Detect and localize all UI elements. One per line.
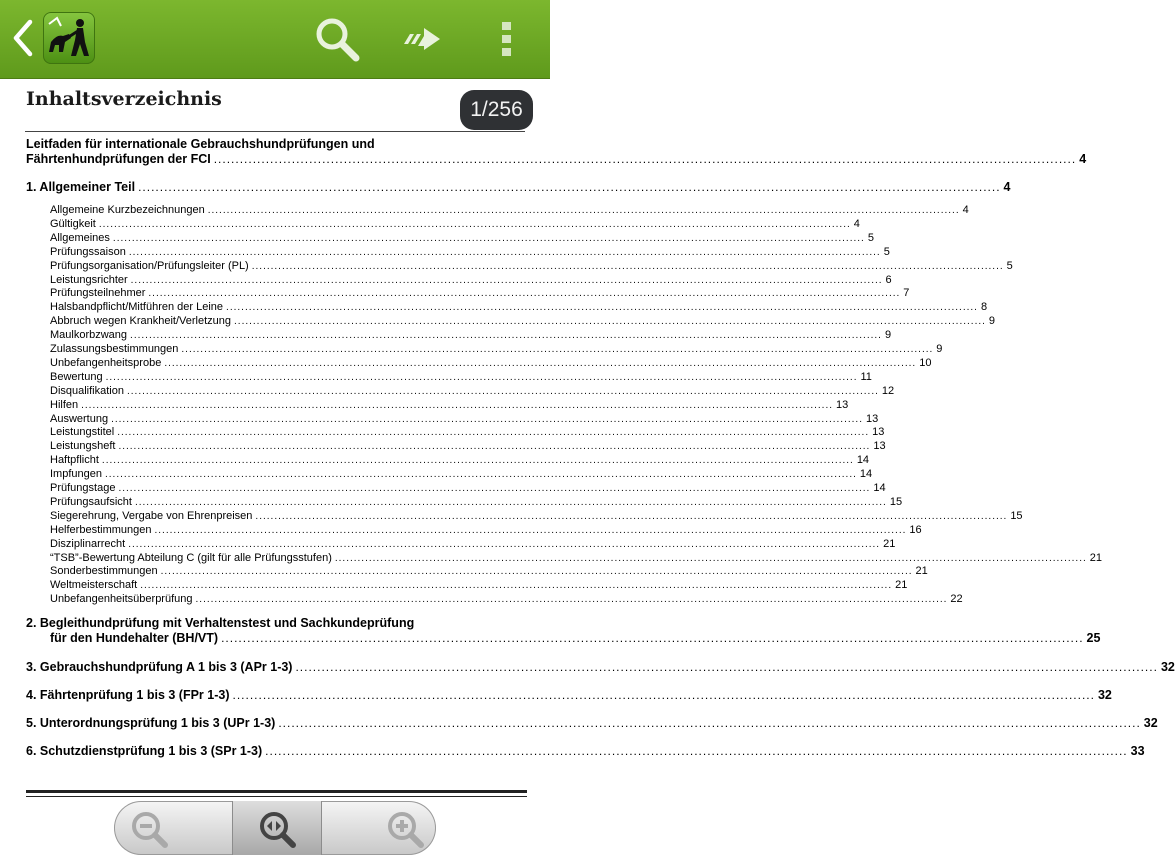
zoom-out-icon: [130, 810, 170, 850]
toc-subsection-label: Weltmeisterschaft: [50, 579, 138, 592]
toc-page-number: 5: [883, 245, 890, 258]
toc-subsection-label: Maulkorbzwang: [50, 329, 128, 342]
toc-dots: .......................................................................................................................................................................................................: [98, 218, 851, 230]
toc-subsection-label: Unbefangenheitsprobe: [50, 356, 162, 369]
toc-dots: .......................................................................................................................................................................................................: [117, 427, 870, 439]
toc-page-number: 4: [1079, 152, 1087, 166]
toc-subsection-label: Prüfungsaufsicht: [50, 495, 132, 508]
toc-dots: .......................................................................................................................................................................................................: [128, 538, 881, 550]
toc-dots: .......................................................................................................................................................................................................: [126, 385, 879, 397]
toc-subsection-label: Leistungsrichter: [50, 273, 128, 286]
toc-section-2[interactable]: [50, 631, 1101, 645]
zoom-control: [114, 801, 436, 855]
toc-page-number: 12: [881, 384, 895, 397]
toc-subsection-item[interactable]: [50, 217, 860, 230]
toc-subsection-label: Allgemeine Kurzbezeichnungen: [50, 204, 205, 216]
toc-dots: .......................................................................................................................................................................................................: [118, 483, 871, 494]
toc-subsection-item[interactable]: [50, 301, 988, 314]
zoom-fit-button[interactable]: [232, 801, 322, 855]
toc-dots: .......................................................................................................................................................................................................: [265, 744, 1128, 758]
app-logo-icon[interactable]: [43, 12, 95, 64]
toc-page-number: 11: [860, 370, 872, 383]
footer-divider: [26, 790, 527, 793]
toc-dots: .......................................................................................................................................................................................................: [130, 330, 882, 342]
toc-subsection-item[interactable]: [50, 398, 849, 411]
toc-page-number: 8: [980, 301, 988, 314]
toc-subsection-item[interactable]: [50, 259, 1013, 272]
toc-subsection-label: Leistungstitel: [50, 426, 115, 439]
toc-subsection-item[interactable]: [50, 204, 969, 216]
toc-dots: .......................................................................................................................................................................................................: [112, 232, 865, 244]
title-divider: [25, 131, 525, 132]
toc-subsection-label: Disqualifikation: [50, 384, 124, 397]
toc-page-number: 13: [836, 398, 849, 411]
toc-subsection-item[interactable]: [50, 315, 996, 328]
toc-subsection-item[interactable]: [50, 523, 922, 536]
toc-section-label: 3. Gebrauchshundprüfung A 1 bis 3 (APr 1-3): [26, 660, 293, 674]
toc-page-number: 14: [873, 482, 886, 494]
toc-section-label: 6. Schutzdienstprüfung 1 bis 3 (SPr 1-3): [26, 744, 263, 758]
toc-dots: .......................................................................................................................................................................................................: [138, 180, 1001, 194]
toc-subsection-item[interactable]: [50, 412, 879, 425]
search-icon[interactable]: [312, 14, 362, 64]
toc-page-number: 33: [1130, 744, 1145, 758]
toc-dots: .......................................................................................................................................................................................................: [195, 594, 948, 606]
toc-dots: .......................................................................................................................................................................................................: [128, 246, 881, 258]
toc-dots: .......................................................................................................................................................................................................: [154, 524, 907, 536]
toc-dots: .......................................................................................................................................................................................................: [111, 413, 863, 425]
toc-subsection-item[interactable]: [50, 509, 1023, 522]
back-arrow-icon[interactable]: [10, 18, 34, 58]
toc-dots: .......................................................................................................................................................................................................: [226, 302, 978, 314]
toc-page-number: 14: [859, 468, 873, 481]
toc-subsection-item[interactable]: [50, 273, 892, 286]
toc-subsection-item[interactable]: [50, 231, 874, 244]
toc-page-number: 15: [889, 495, 903, 508]
toc-dots: .......................................................................................................................................................................................................: [255, 510, 1008, 522]
toc-dots: .......................................................................................................................................................................................................: [251, 260, 1004, 272]
toc-section-4[interactable]: [26, 688, 1112, 702]
toc-dots: .......................................................................................................................................................................................................: [81, 399, 834, 411]
toc-subsection-label: Zulassungsbestimmungen: [50, 343, 179, 355]
page-indicator-badge: 1/256: [460, 90, 533, 130]
toc-dots: .......................................................................................................................................................................................................: [140, 580, 893, 592]
toc-subsection-item[interactable]: [50, 329, 892, 342]
toc-dots: .......................................................................................................................................................................................................: [207, 205, 960, 216]
toc-dots: .......................................................................................................................................................................................................: [101, 455, 854, 467]
zoom-in-button[interactable]: [320, 801, 436, 855]
toc-dots: .......................................................................................................................................................................................................: [334, 552, 1087, 564]
toc-subsection-item[interactable]: [50, 245, 890, 258]
toc-dots: .......................................................................................................................................................................................................: [221, 631, 1084, 645]
zoom-fit-icon: [256, 809, 298, 851]
toc-dots: .......................................................................................................................................................................................................: [105, 371, 858, 383]
toc-section-2-line1[interactable]: 2. Begleithundprüfung mit Verhaltenstest und Sachkundeprüfung: [26, 616, 415, 630]
toc-subsection-label: Helferbestimmungen: [50, 523, 152, 536]
toc-subsection-label: Siegerehrung, Vergabe von Ehrenpreisen: [50, 509, 253, 522]
toc-intro-line1[interactable]: Leitfaden für internationale Gebrauchshundprüfungen und: [26, 137, 375, 151]
toc-subsection-label: Prüfungsteilnehmer: [50, 287, 146, 300]
toc-subsection-item[interactable]: [50, 537, 896, 550]
toc-page-number: 15: [1010, 509, 1023, 522]
toc-subsection-label: “TSB”-Bewertung Abteilung C (gilt für alle Prüfungsstufen): [50, 551, 332, 564]
toc-subsection-label: Prüfungsorganisation/Prüfungsleiter (PL): [50, 259, 249, 272]
toc-page-number: 4: [853, 217, 860, 230]
toc-section-3[interactable]: [26, 660, 1175, 674]
zoom-in-icon: [386, 810, 426, 850]
toc-subsection-item[interactable]: [50, 426, 885, 439]
toc-page-number: 9: [988, 315, 996, 328]
toc-dots: .......................................................................................................................................................................................................: [104, 469, 857, 481]
forward-arrow-icon[interactable]: [400, 22, 442, 56]
toc-subsection-item[interactable]: [50, 482, 886, 494]
toc-subsection-label: Haftpflicht: [50, 454, 99, 467]
toc-page-number: 9: [936, 343, 943, 355]
toc-subsection-label: Prüfungssaison: [50, 245, 126, 258]
zoom-out-button[interactable]: [114, 801, 232, 855]
toc-page-number: 21: [1089, 551, 1102, 564]
toc-subsection-item[interactable]: [50, 287, 910, 300]
toc-page-number: 32: [1160, 660, 1175, 674]
toc-dots: .......................................................................................................................................................................................................: [232, 688, 1095, 702]
toc-subsection-item[interactable]: [50, 454, 870, 467]
toc-subsection-label: Hilfen: [50, 398, 79, 411]
toc-page-number: 22: [950, 593, 963, 606]
toc-subsection-item[interactable]: [50, 495, 903, 508]
toc-subsection-label: Gültigkeit: [50, 217, 96, 230]
toc-page-number: 5: [867, 231, 874, 244]
toc-intro-line2: Fährtenhundprüfungen der FCI: [26, 152, 211, 166]
toc-subsection-item[interactable]: [50, 593, 963, 606]
toc-subsection-label: Bewertung: [50, 370, 103, 383]
toc-dots: .......................................................................................................................................................................................................: [148, 288, 901, 300]
toc-dots: .......................................................................................................................................................................................................: [118, 441, 871, 453]
toc-subsection-item[interactable]: [50, 468, 873, 481]
toc-page-number: 32: [1143, 716, 1158, 730]
toc-subsection-item[interactable]: [50, 343, 943, 355]
toc-page-number: 9: [884, 329, 892, 342]
toc-subsection-item[interactable]: [50, 565, 928, 578]
toc-page-number: 13: [865, 412, 879, 425]
toc-dots: .......................................................................................................................................................................................................: [181, 344, 934, 355]
toc-subsection-item[interactable]: [50, 384, 895, 397]
toc-section-label: 4. Fährtenprüfung 1 bis 3 (FPr 1-3): [26, 688, 230, 702]
toc-page-number: 16: [909, 523, 922, 536]
toc-subsection-label: Allgemeines: [50, 231, 110, 244]
toc-dots: .......................................................................................................................................................................................................: [164, 357, 917, 369]
toc-section-1[interactable]: [26, 180, 1011, 194]
toc-page-number: 32: [1097, 688, 1112, 702]
toc-page-number: 4: [1003, 180, 1011, 194]
toc-subsection-label: Prüfungstage: [50, 482, 116, 494]
toc-subsection-label: Sonderbestimmungen: [50, 565, 158, 578]
toc-dots: .......................................................................................................................................................................................................: [278, 716, 1141, 730]
toc-dots: .......................................................................................................................................................................................................: [130, 274, 883, 286]
toc-subsection-label: Unbefangenheitsüberprüfung: [50, 593, 193, 606]
toc-section-5[interactable]: [26, 716, 1158, 730]
toc-subsection-item[interactable]: [50, 370, 872, 383]
toc-page-number: 25: [1086, 631, 1101, 645]
toc-subsection-label: Auswertung: [50, 412, 109, 425]
toc-subsection-item[interactable]: [50, 579, 908, 592]
toc-section-label: 5. Unterordnungsprüfung 1 bis 3 (UPr 1-3): [26, 716, 276, 730]
toc-page-number: 21: [883, 537, 896, 550]
toc-page-number: 21: [915, 565, 928, 578]
toc-dots: .......................................................................................................................................................................................................: [295, 660, 1158, 674]
toc-subsection-item[interactable]: [50, 356, 932, 369]
toc-dots: .......................................................................................................................................................................................................: [234, 316, 986, 328]
footer-divider-thin: [26, 796, 527, 797]
toc-dots: .......................................................................................................................................................................................................: [160, 566, 913, 578]
toc-page-number: 4: [962, 204, 969, 216]
toc-subsection-label: Abbruch wegen Krankheit/Verletzung: [50, 315, 232, 328]
toc-subsection-item[interactable]: [50, 440, 886, 453]
toc-page-number: 14: [856, 454, 870, 467]
action-bar: [0, 0, 550, 79]
toc-page-number: 5: [1006, 259, 1013, 272]
toc-page-number: 7: [903, 287, 910, 300]
toc-page-number: 10: [919, 356, 932, 369]
toc-page-number: 21: [895, 579, 908, 592]
toc-page-number: 6: [885, 273, 892, 286]
toc-subsection-label: Leistungsheft: [50, 440, 116, 453]
toc-section-6[interactable]: [26, 744, 1145, 758]
toc-subsection-item[interactable]: [50, 551, 1102, 564]
toc-section-label: für den Hundehalter (BH/VT): [50, 631, 219, 645]
toc-subsection-label: Halsbandpflicht/Mitführen der Leine: [50, 301, 224, 314]
toc-page-number: 13: [873, 440, 886, 453]
toc-subsection-label: Impfungen: [50, 468, 102, 481]
toc-intro-entry[interactable]: [26, 152, 1087, 166]
toc-dots: .......................................................................................................................................................................................................: [213, 152, 1077, 166]
toc-section-label: 1. Allgemeiner Teil: [26, 180, 136, 194]
toc-subsection-label: Disziplinarrecht: [50, 537, 126, 550]
toc-dots: .......................................................................................................................................................................................................: [134, 496, 887, 508]
page-title: Inhaltsverzeichnis: [26, 88, 222, 110]
toc-page-number: 13: [872, 426, 885, 439]
overflow-menu-icon[interactable]: [498, 20, 516, 58]
